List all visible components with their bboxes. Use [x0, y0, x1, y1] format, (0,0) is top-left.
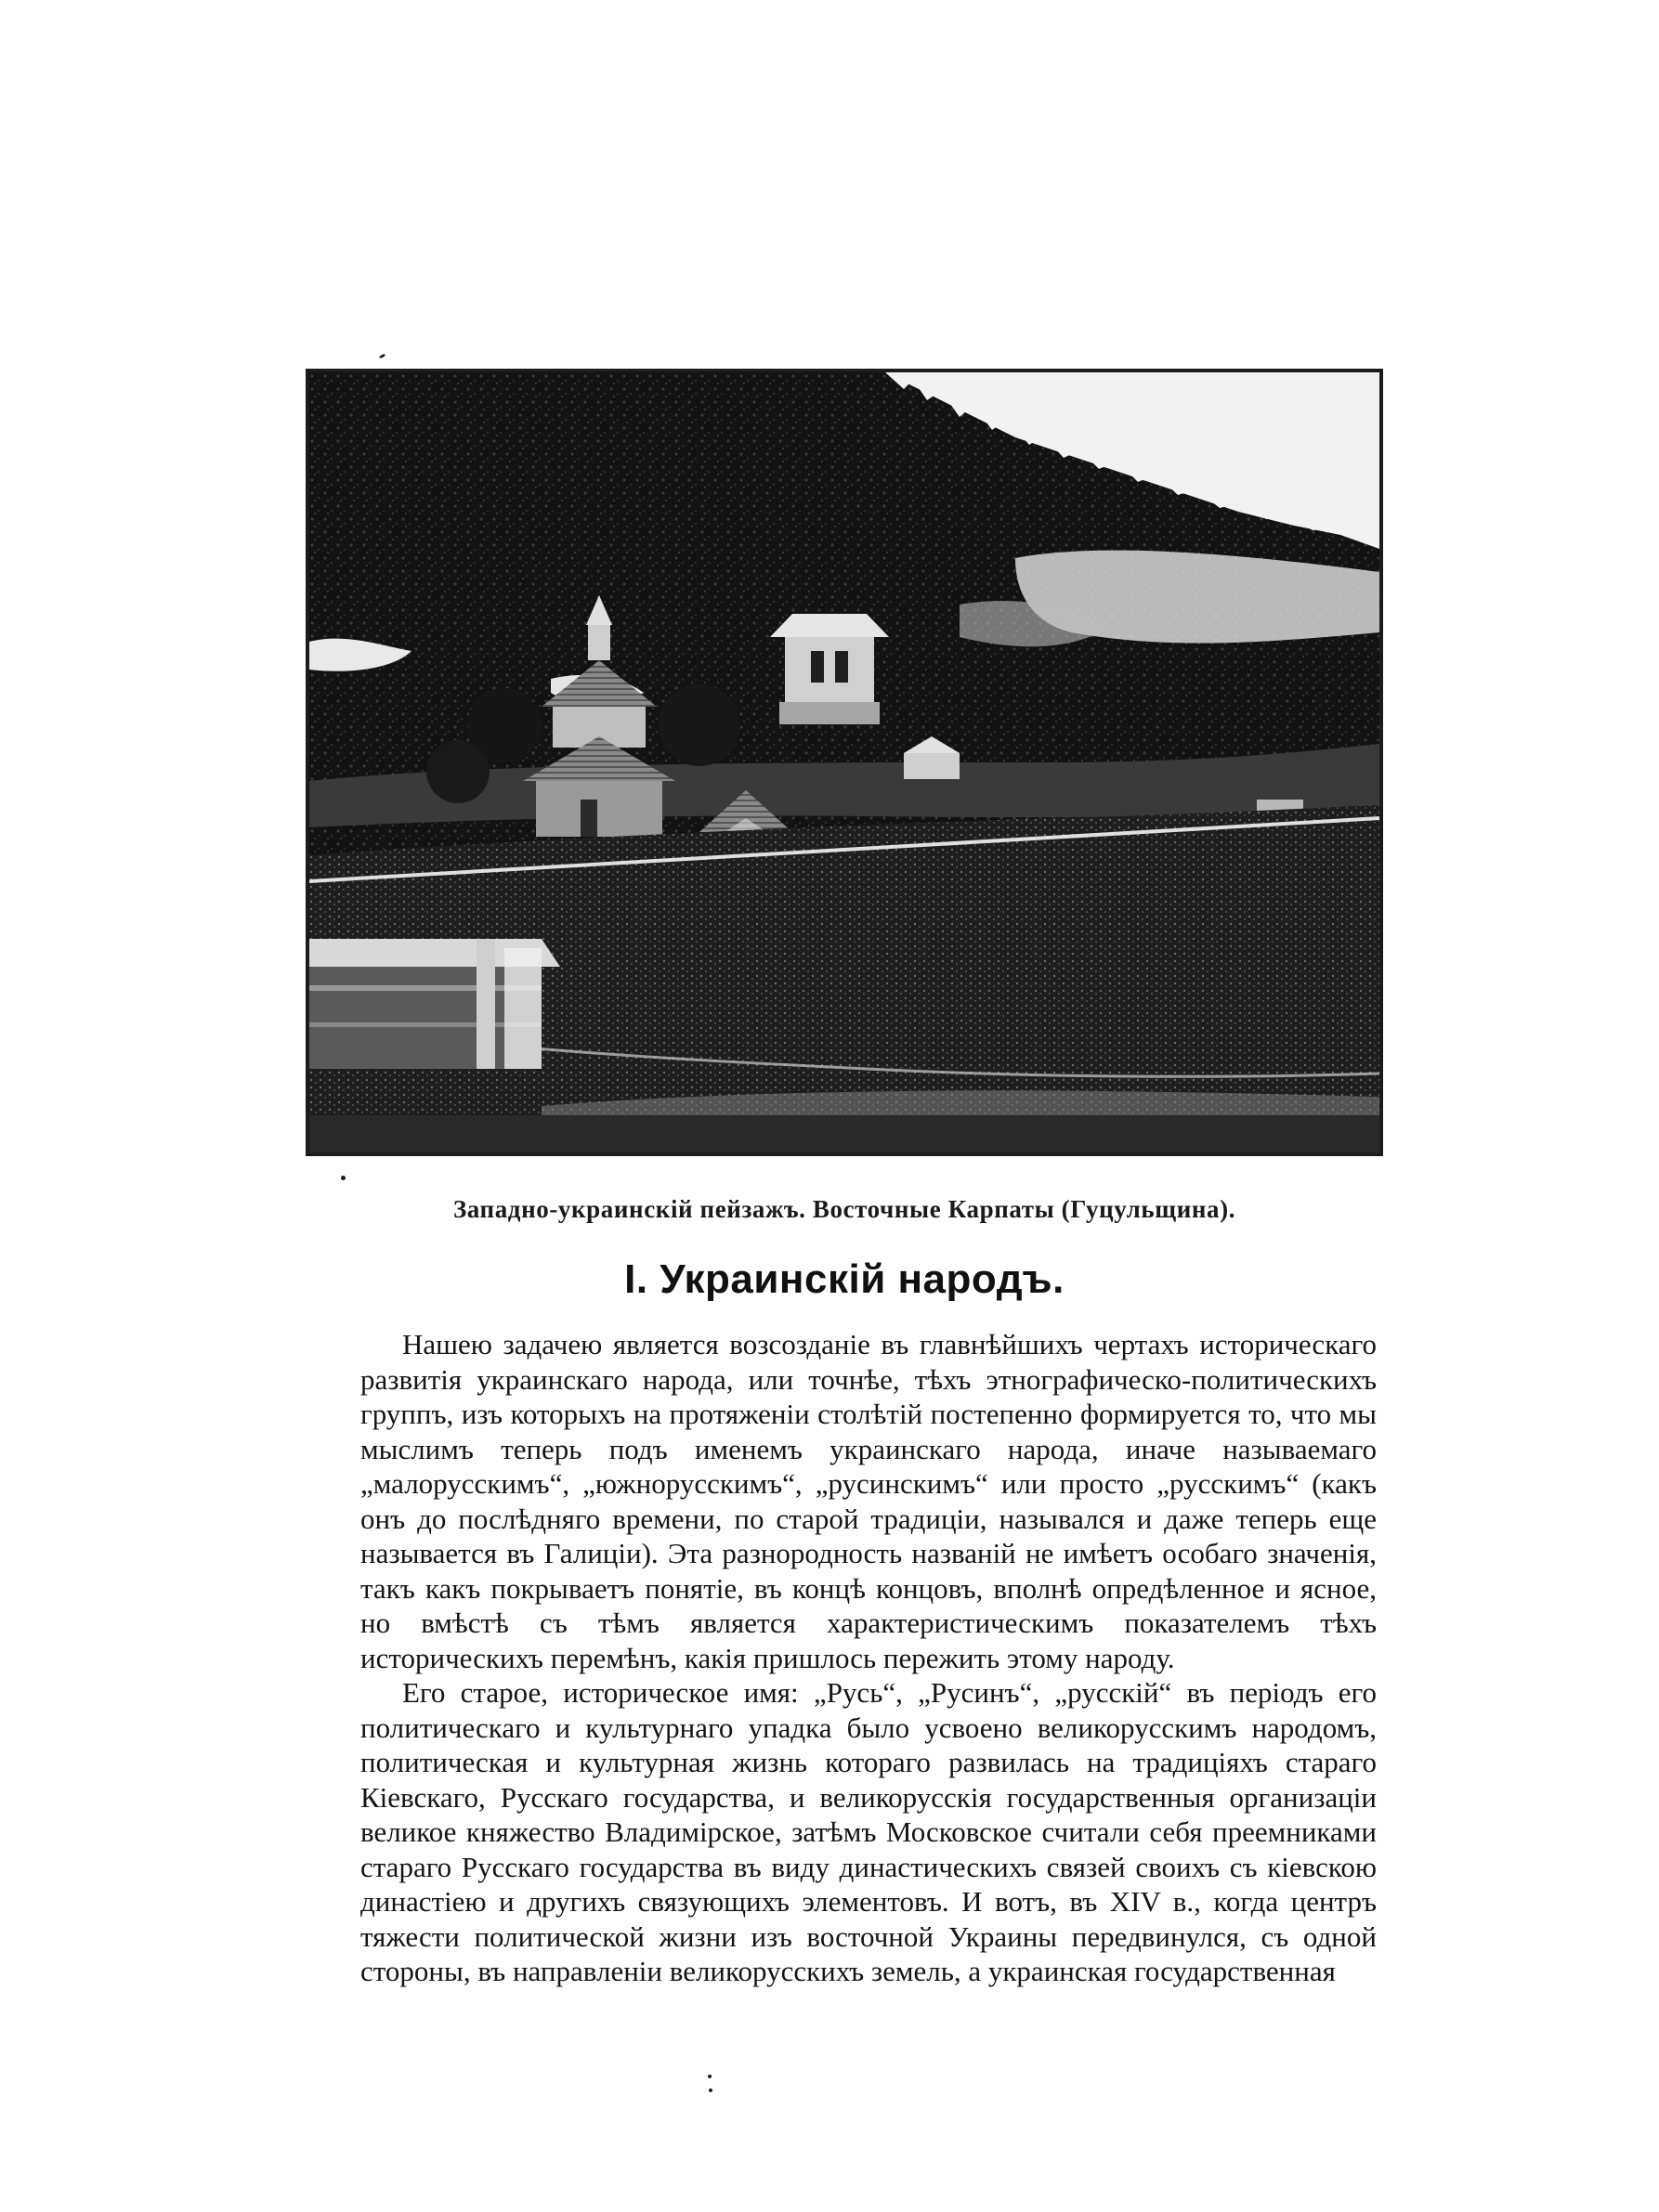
body-text — [360, 1327, 1377, 1989]
section-heading: I. Украинскій народъ. — [624, 1256, 1065, 1302]
paragraph-2: Его старое, историческое имя: „Русь“, „Русинъ“, „русскій“ въ періодъ его политическаго и культурнаго упадка было усвоено великорусскимъ народомъ, политическая и культурная жизнь котораго развилась на традиціяхъ стараго Кіевскаго, Русскаго государства, и великорусскія государственныя организаціи великое княжество Владимірское, затѣмъ Московское считали себя преемниками стараго Русскаго государства въ виду династическихъ связей своихъ съ кіевскою династіею и другихъ связующихъ элементовъ. И вотъ, въ XIV в., когда центръ тяжести политической жизни изъ восточной Украины передвинулся, съ одной стороны, въ направленіи великорусскихъ земель, а украинская государственная — [360, 1676, 1377, 1987]
scan-speck — [709, 2088, 712, 2092]
landscape-photograph — [306, 369, 1383, 1156]
paragraph-1: Нашею задачею является возсозданіе въ главнѣйшихъ чертахъ историческаго развитія украинскаго народа, или точнѣе, тѣхъ этнографическо-политическихъ группъ, изъ которыхъ на протяженіи столѣтій постепенно формируется то, что мы мыслимъ теперь подъ именемъ украинскаго народа, иначе называемаго „малорусскимъ“, „южнорусскимъ“, „русинскимъ“ или просто „русскимъ“ (какъ онъ до послѣдняго времени, по старой традиціи, назывался и даже теперь еще называется въ Галиціи). Эта разнородность названій не имѣетъ особаго значенія, такъ какъ покрываетъ понятіе, въ концѣ концовъ, вполнѣ опредѣленное и ясное, но вмѣстѣ съ тѣмъ является характеристическимъ показателемъ тѣхъ историческихъ перемѣнъ, какія пришлось пережить этому народу. — [360, 1328, 1377, 1674]
scan-speck — [341, 1176, 346, 1180]
bell-tower — [770, 614, 889, 724]
foreground-building — [309, 939, 560, 1069]
scan-speck — [379, 353, 386, 358]
landscape-illustration — [309, 372, 1379, 1152]
figure-caption: Западно-украинскій пейзажъ. Восточные Карпаты (Гуцульщина). — [452, 1195, 1236, 1223]
scan-speck — [708, 2075, 712, 2078]
